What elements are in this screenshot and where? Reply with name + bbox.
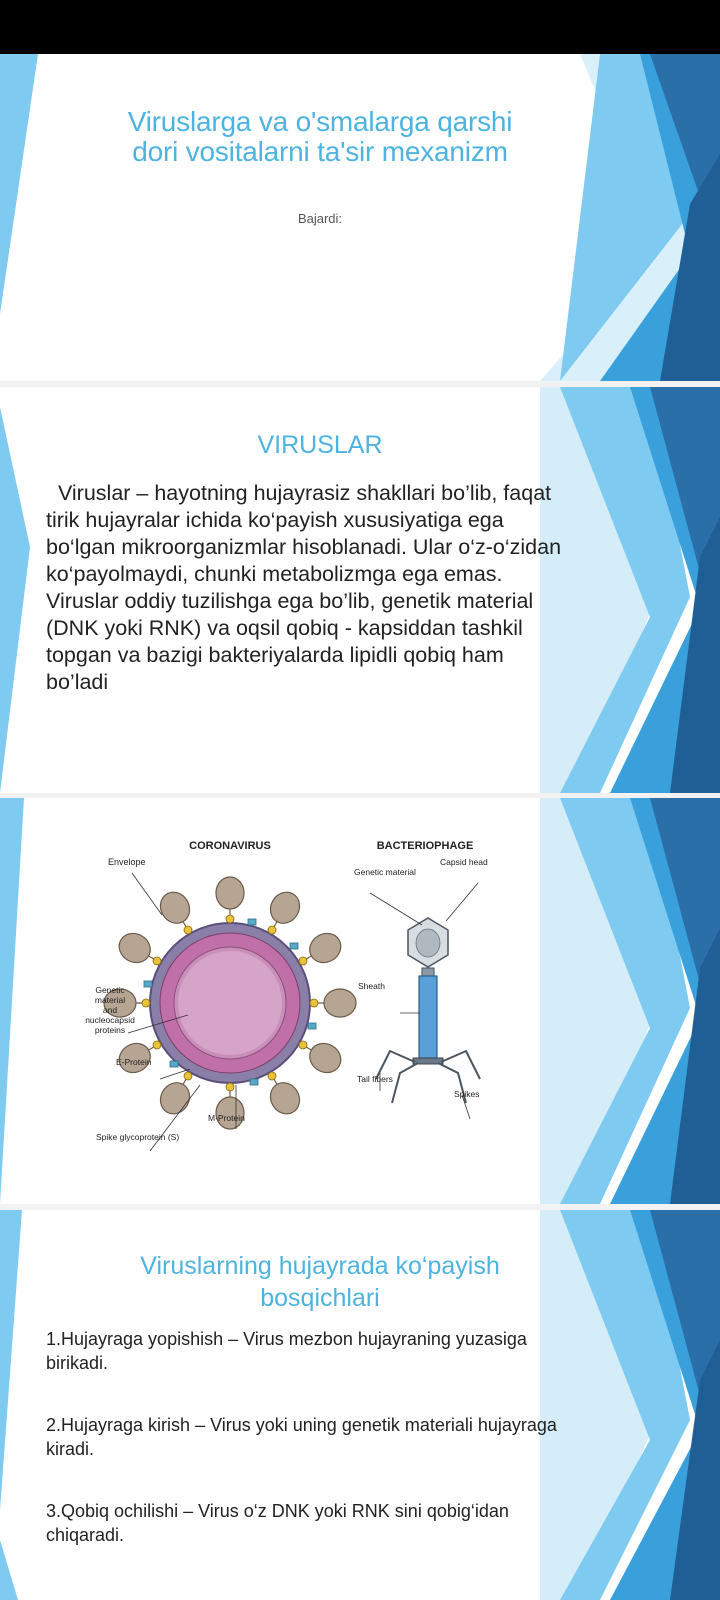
label-genetic-2: material	[94, 995, 126, 1005]
label-genetic-4: nucleocapsid	[85, 1015, 135, 1025]
right-decoration	[540, 387, 720, 793]
slide-heading: VIRUSLAR	[257, 431, 383, 459]
label-sheath: Sheath	[358, 981, 385, 991]
label-capsid-head: Capsid head	[440, 857, 488, 867]
slide-replication-stages[interactable]	[0, 1210, 720, 1600]
title-line-2: dori vositalarni ta'sir mexanizm	[132, 136, 508, 167]
status-bar	[0, 0, 720, 54]
label-tail-fibers: Tail fibers	[357, 1074, 393, 1084]
label-genetic-3: and	[102, 1005, 118, 1015]
body-paragraph: Viruslar – hayotning hujayrasiz shakllari bo’lib, faqat tirik hujayralar ichida ko‘payish xususiyatiga ega bo‘lgan mikroorganizmlar hisoblanadi. Ular o‘z-o‘zidan ko‘payolmaydi, chunki metabolizmga ega emas. Viruslar oddiy tuzilishga ega bo’lib, genetik material (DNK yoki RNK) va oqsil qobiq - kapsiddan tashkil topgan va bazigi bakteriyalarda lipidli qobiq ham bo’ladi	[46, 481, 562, 694]
right-decoration	[540, 1210, 720, 1600]
label-m-protein: M-Protein	[208, 1113, 245, 1123]
label-e-protein: E-Protein	[116, 1057, 152, 1067]
slide-heading	[80, 1250, 560, 1314]
title-line-1: Viruslarga va o'smalarga qarshi	[127, 106, 513, 137]
stage-item: 3.Qobiq ochilishi – Virus o‘z DNK yoki RNK sini qobig‘idan chiqaradi.	[46, 1501, 509, 1545]
left-decoration	[0, 54, 60, 381]
label-spikes: Spikes	[454, 1089, 480, 1099]
slide-title[interactable]	[0, 54, 720, 381]
coronavirus-illustration	[104, 877, 356, 1129]
label-phage-genetic: Genetic material	[354, 867, 416, 877]
label-spike-glycoprotein: Spike glycoprotein (S)	[96, 1132, 180, 1142]
virus-diagram	[70, 833, 530, 1173]
slide-viruslar[interactable]	[0, 387, 720, 793]
right-decoration	[540, 798, 720, 1204]
left-decoration	[0, 798, 60, 1204]
slide-diagram[interactable]	[0, 798, 720, 1204]
heading-line-1: Viruslarning hujayrada ko‘payish	[140, 1252, 500, 1280]
stage-item: 2.Hujayraga kirish – Virus yoki uning genetik materiali hujayraga kiradi.	[46, 1415, 557, 1459]
stage-item: 1.Hujayraga yopishish – Virus mezbon hujayraning yuzasiga birikadi.	[46, 1329, 527, 1373]
presentation-title	[80, 107, 560, 167]
right-decoration	[540, 54, 720, 381]
label-genetic-5: proteins	[94, 1025, 126, 1035]
body-text	[46, 480, 566, 696]
bacteriophage-heading: BACTERIOPHAGE	[376, 840, 474, 852]
coronavirus-heading: CORONAVIRUS	[189, 840, 271, 852]
label-envelope: Envelope	[108, 857, 146, 867]
author-label: Bajardi:	[297, 211, 343, 226]
label-genetic-1: Genetic	[95, 985, 125, 995]
heading-line-2: bosqichlari	[260, 1284, 380, 1312]
